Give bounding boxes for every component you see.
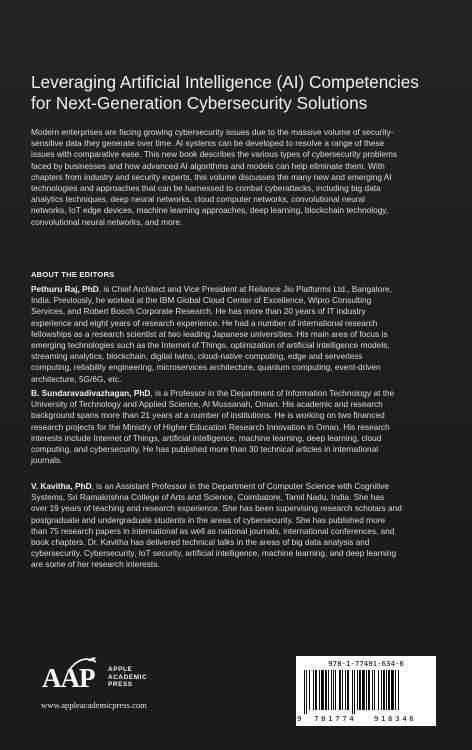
barcode-bars bbox=[304, 670, 430, 714]
isbn-number: 978-1-77491-634-6 bbox=[328, 659, 404, 668]
bio-line: over 19 years of teaching and research experience. She has been supervising research scholars and bbox=[31, 503, 402, 514]
logo-line: APPLE bbox=[108, 666, 133, 673]
barcode-bar bbox=[391, 670, 394, 710]
barcode-bar bbox=[381, 670, 382, 710]
barcode-bar bbox=[386, 670, 387, 710]
barcode-bar bbox=[333, 670, 334, 710]
barcode-bar bbox=[321, 670, 324, 710]
bio-line: experience and eight years of research experience. He had a number of international research bbox=[31, 317, 378, 328]
barcode-bar bbox=[345, 670, 346, 710]
summary-line: faced by businesses and how advanced AI algorithms and models can help eliminate them. With bbox=[31, 160, 385, 171]
logo-wordmark bbox=[108, 666, 147, 689]
publisher-website: www.appleacademicpress.com bbox=[41, 700, 147, 710]
editor-bio-kavitha bbox=[31, 481, 447, 571]
bio-line: are some of her research interests. bbox=[31, 559, 160, 570]
barcode-bar bbox=[357, 670, 358, 710]
barcode-bar bbox=[306, 670, 307, 714]
summary-line: networks, IoT edge devices, machine learning approaches, deep learning, blockchain technology, bbox=[31, 205, 389, 216]
barcode-bar bbox=[328, 670, 329, 710]
bio-line: journals. bbox=[31, 455, 63, 466]
barcode-bar bbox=[331, 670, 332, 710]
barcode-bar bbox=[362, 670, 365, 710]
bio-line: computing, and cybersecurity. He has published more than 30 technical articles in international bbox=[31, 444, 379, 455]
bio-line: streaming analytics, blockchain, digital twins, cloud-native computing, edge and serverless bbox=[31, 351, 363, 362]
barcode-bar bbox=[347, 670, 349, 710]
bio-line: computing, reliability engineering, microservices architecture, quantum computing, event-driven bbox=[31, 362, 381, 373]
barcode-bar bbox=[388, 670, 390, 710]
barcode-bar bbox=[339, 670, 341, 710]
bio-text: , is a Professor in the Department of Information Technology at the bbox=[150, 388, 395, 398]
ean-right-group: 916346 bbox=[374, 714, 417, 723]
barcode-bar bbox=[315, 670, 317, 710]
bio-line bbox=[31, 284, 447, 295]
editor-name: V. Kavitha, PhD bbox=[31, 481, 92, 491]
editor-bio-sundaravadivazhagan bbox=[31, 388, 447, 466]
bio-line: cybersecurity. Cybersecurity, IoT security, artificial intelligence, machine learning, and deep learning bbox=[31, 548, 397, 559]
editor-bio-raj bbox=[31, 284, 447, 385]
summary-line: issues with comparative ease. This new book describes the various types of cybersecurity problems bbox=[31, 149, 397, 160]
bio-line: background spans more than 21 years at a number of institutions. He is working on two financed bbox=[31, 410, 385, 421]
bio-line: emerging technologies such as the Internet of Things, optimization of artificial intelligence models, bbox=[31, 340, 390, 351]
editors-heading: ABOUT THE EDITORS bbox=[31, 270, 115, 279]
barcode-bar bbox=[342, 670, 343, 710]
summary-line: technologies and approaches that can be harnessed to combat cyberattacks, including big data bbox=[31, 183, 381, 194]
summary-line: Modern enterprises are facing growing cybersecurity issues due to the massive volume of security- bbox=[31, 127, 394, 137]
logo-line: ACADEMIC bbox=[108, 673, 148, 681]
barcode-bar bbox=[398, 670, 399, 710]
barcode-bar bbox=[372, 670, 373, 710]
bio-line: Services, and Robert Bosch Corporate Research. He has more than 20 years of IT industry bbox=[31, 306, 366, 317]
book-title bbox=[31, 72, 451, 114]
barcode-bar bbox=[325, 670, 327, 710]
logo-mark: AAP bbox=[42, 663, 95, 693]
barcode-bar bbox=[395, 670, 396, 710]
logo-line: PRESS bbox=[108, 681, 133, 689]
summary-line: chapters from industry and security experts, this volume discusses the many new and emerging AI bbox=[31, 171, 392, 182]
bio-line bbox=[31, 481, 447, 492]
editor-name: B. Sundaravadivazhagan, PhD bbox=[31, 388, 151, 398]
barcode-bar bbox=[309, 670, 310, 710]
bio-line: Systems, Sri Ramakrishna College of Arts and Science, Coimbatore, Tamil Nadu, India. She has bbox=[31, 492, 385, 503]
bio-line: interests include Internet of Things, artificial intelligence, machine learning, deep learning, cloud bbox=[31, 432, 382, 443]
bio-line: fellowships as a research scientist at two leading Japanese universities. His main area of focus is bbox=[31, 328, 388, 339]
barcode-bar bbox=[366, 670, 367, 710]
barcode-bar bbox=[319, 670, 320, 710]
barcode-bar bbox=[374, 670, 375, 710]
book-summary bbox=[31, 127, 447, 228]
barcode-bar bbox=[383, 670, 385, 710]
bio-line bbox=[31, 388, 447, 399]
barcode-bar bbox=[313, 670, 314, 710]
barcode-bar bbox=[352, 670, 353, 714]
ean-left-group: 781774 bbox=[314, 714, 357, 723]
summary-line: analytics techniques, deep neural networks, cloud computer networks, convolutional neural bbox=[31, 194, 365, 205]
bio-line: than 75 research papers in international as well as national journals, international conferences, and bbox=[31, 525, 395, 536]
bio-line: architecture, 5G/6G, etc. bbox=[31, 373, 122, 384]
publisher-logo bbox=[42, 660, 162, 696]
bio-text: , is an Assistant Professor in the Department of Computer Science with Cognitive bbox=[91, 481, 390, 491]
barcode-bar bbox=[354, 670, 355, 714]
bio-line: research projects for the Ministry of Higher Education Research Innovation in Oman. His research bbox=[31, 421, 390, 432]
barcode-bar bbox=[304, 670, 305, 714]
summary-line: sensitive data they generate over time. AI systems can be developed to resolve a range of these bbox=[31, 138, 385, 149]
bio-line: University of Technology and Applied Science, Al Mussanah, Oman. His academic and research bbox=[31, 399, 383, 410]
editor-name: Pethuru Raj, PhD bbox=[31, 284, 99, 294]
barcode-bar bbox=[335, 670, 336, 710]
bio-line: book chapters. Dr. Kavitha has delivered technical talks in the areas of big data analysis and bbox=[31, 537, 370, 548]
isbn-barcode bbox=[296, 656, 436, 726]
barcode-bar bbox=[368, 670, 370, 710]
bio-line: India. Previously, he worked at the IBM Global Cloud Center of Excellence, Wipro Consulting bbox=[31, 295, 372, 306]
bio-line: postgraduate and undergraduate students in the areas of cybersecurity. She has published more bbox=[31, 514, 386, 525]
summary-line: convolutional neural networks, and more. bbox=[31, 216, 183, 227]
barcode-bar bbox=[378, 670, 379, 710]
barcode-bar bbox=[359, 670, 361, 710]
bio-text: , is Chief Architect and Vice President at Reliance Jio Platforms Ltd., Bangalore, bbox=[98, 284, 392, 294]
ean-lead-digit: 9 bbox=[297, 714, 302, 723]
title-line: for Next-Generation Cybersecurity Solutions bbox=[31, 93, 368, 113]
title-line: Leveraging Artificial Intelligence (AI) Competencies bbox=[31, 72, 419, 92]
